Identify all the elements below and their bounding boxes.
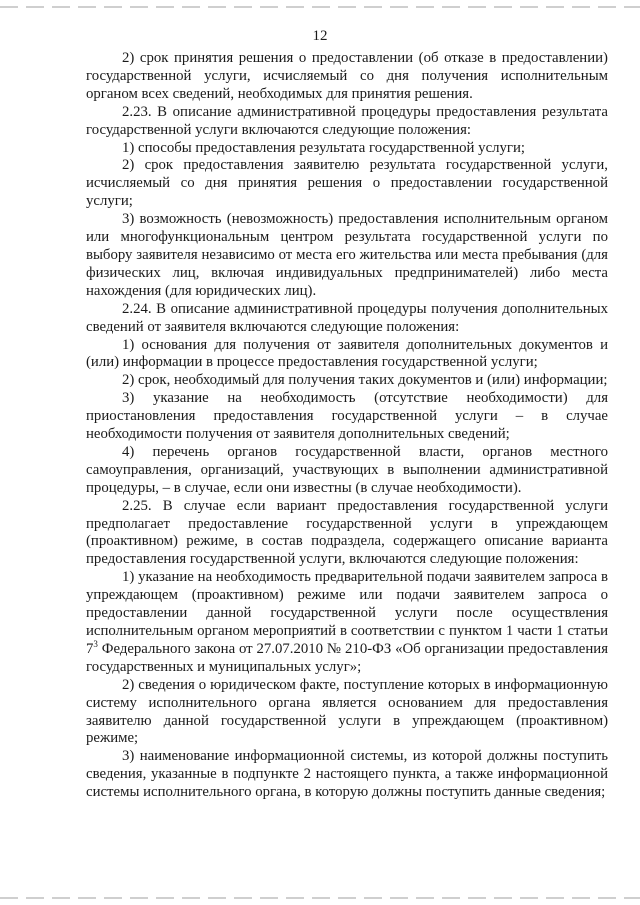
paragraph: 2) срок предоставления заявителю результата государственной услуги, исчисляемый со дня принятия решения о предоставлении государственной услуги;	[86, 157, 608, 210]
superscript: 3	[93, 638, 98, 649]
paragraph: 3) возможность (невозможность) предоставления исполнительным органом или многофункциональным центром результата государственной услуги по выбору заявителя независимо от места его жительства или места пребывания (для физических лиц, включая индивидуальных предпринимателей) либо места нахождения (для юридических лиц).	[86, 211, 608, 299]
paragraph	[86, 569, 608, 676]
paragraph-text: 1) указание на необходимость предварительной подачи заявителем запроса в упреждающем (проактивном) режиме или подачи заявителем запроса о предоставлении данной государственной услуги после осуществления исполнительным органом мероприятий в соответствии с пунктом 1 части 1 статьи 7	[86, 569, 608, 657]
paragraph: 2) срок принятия решения о предоставлении (об отказе в предоставлении) государственной услуги, исчисляемый со дня получения исполнительным органом всех сведений, необходимых для принятия решения.	[86, 50, 608, 102]
scan-top-edge	[0, 6, 640, 8]
paragraph: 1) способы предоставления результата государственной услуги;	[122, 139, 526, 156]
paragraph: 1) основания для получения от заявителя дополнительных документов и (или) информации в процессе предоставления государственной услуги;	[86, 336, 608, 371]
paragraph: 4) перечень органов государственной власти, органов местного самоуправления, организаций, участвующих в выполнении административной процедуры, – в случае, если они известны (в случае необходимости).	[86, 443, 608, 496]
paragraph: 2.23. В описание административной процедуры предоставления результата государственной услуги включаются следующие положения:	[86, 103, 608, 138]
paragraph: 3) указание на необходимость (отсутствие необходимости) для приостановления предоставления государственной услуги – в случае необходимости получения от заявителя дополнительных сведений;	[86, 390, 608, 443]
paragraph: 2.24. В описание административной процедуры получения дополнительных сведений от заявителя включаются следующие положения:	[86, 300, 608, 335]
paragraph-text: Федерального закона от 27.07.2010 № 210-ФЗ «Об организации предоставления государственных и муниципальных услуг»;	[86, 640, 608, 675]
paragraph: 2) срок, необходимый для получения таких документов и (или) информации;	[122, 372, 608, 389]
paragraph: 2.25. В случае если вариант предоставления государственной услуги предполагает предоставление государственной услуги в упреждающем (проактивном) режиме, в состав подраздела, содержащего описание варианта предоставления государственной услуги, включаются следующие положения:	[86, 497, 608, 568]
scan-bottom-edge	[0, 897, 640, 899]
page-number: 12	[312, 28, 328, 44]
paragraph: 3) наименование информационной системы, из которой должны поступить сведения, указанные в подпункте 2 настоящего пункта, а также информационной системы исполнительного органа, в которую должны поступить данные сведения;	[86, 748, 608, 801]
document-body	[86, 50, 608, 802]
paragraph: 2) сведения о юридическом факте, поступление которых в информационную систему исполнительного органа является основанием для предоставления заявителю данной государственной услуги в упреждающем (проактивном) режиме;	[86, 676, 608, 747]
